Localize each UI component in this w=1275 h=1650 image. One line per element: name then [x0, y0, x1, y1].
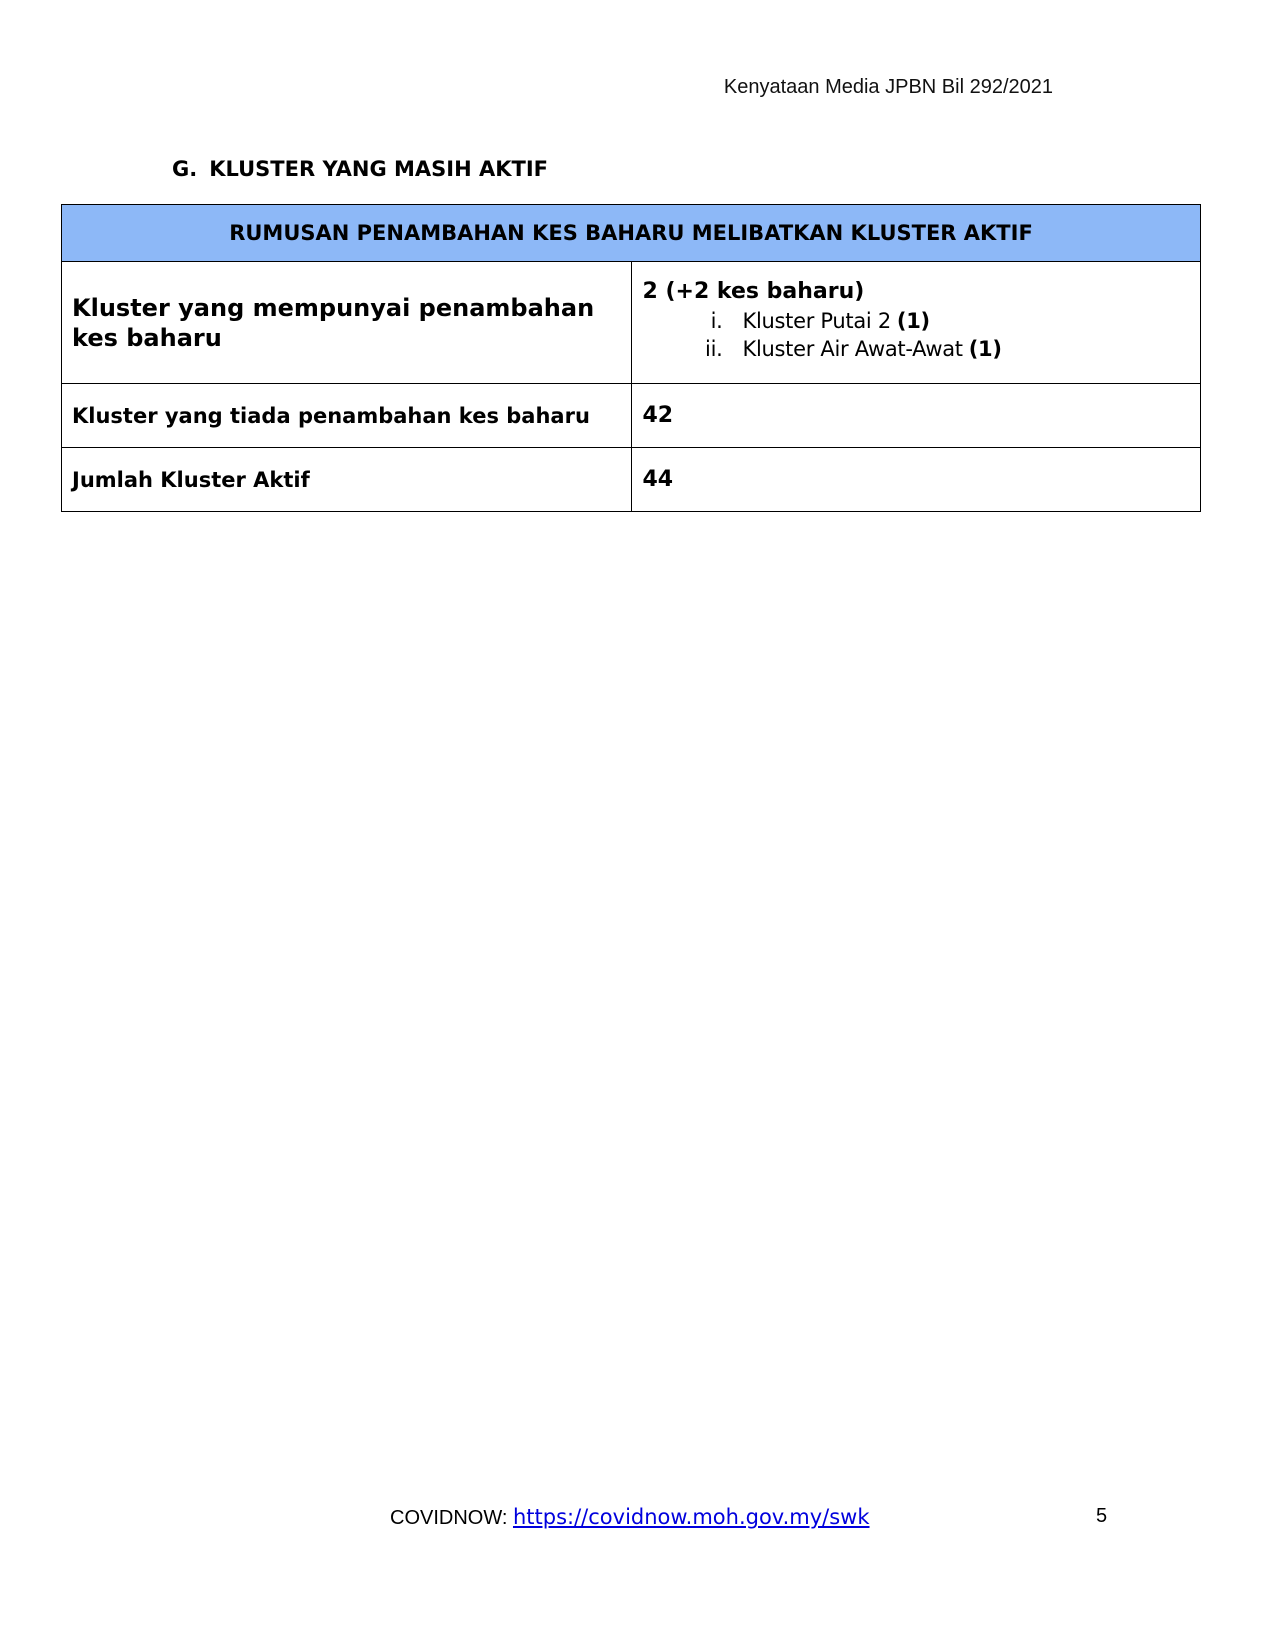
document-reference: Kenyataan Media JPBN Bil 292/2021: [723, 76, 1053, 98]
covidnow-link[interactable]: https://covidnow.moh.gov.my/swk: [512, 1505, 870, 1529]
list-item: [643, 335, 1191, 363]
cluster-count: (1): [896, 308, 930, 333]
section-heading: [172, 157, 548, 181]
list-item: [643, 307, 1191, 335]
section-letter: G.: [172, 157, 198, 181]
footer-prefix: COVIDNOW:: [390, 1507, 508, 1529]
cluster-name: Kluster Putai 2: [742, 308, 891, 333]
row-label-new-cases: Kluster yang mempunyai penambahan kes baharu: [62, 262, 632, 384]
active-cluster-summary-table: [61, 204, 1201, 512]
table-row: [62, 262, 1201, 384]
row-label-no-new-cases: Kluster yang tiada penambahan kes baharu: [62, 384, 632, 448]
cluster-name: Kluster Air Awat-Awat: [742, 336, 963, 361]
no-new-cases-count: 42: [642, 403, 674, 428]
page-number: 5: [1096, 1505, 1108, 1527]
row-value-new-cases: [631, 262, 1201, 384]
cluster-count: (1): [968, 336, 1002, 361]
footer: [390, 1505, 870, 1530]
section-title: KLUSTER YANG MASIH AKTIF: [209, 157, 549, 181]
table-row: [62, 448, 1201, 512]
list-marker: ii.: [705, 336, 723, 361]
row-label-total: Jumlah Kluster Aktif: [62, 448, 632, 512]
row-value-no-new-cases: [631, 384, 1201, 448]
list-marker: i.: [710, 308, 723, 333]
table-row: [62, 384, 1201, 448]
total-active-clusters: 44: [642, 467, 674, 492]
table-title: RUMUSAN PENAMBAHAN KES BAHARU MELIBATKAN KLUSTER AKTIF: [62, 205, 1201, 262]
new-cases-summary: 2 (+2 kes baharu): [642, 278, 865, 304]
row-value-total: [631, 448, 1201, 512]
